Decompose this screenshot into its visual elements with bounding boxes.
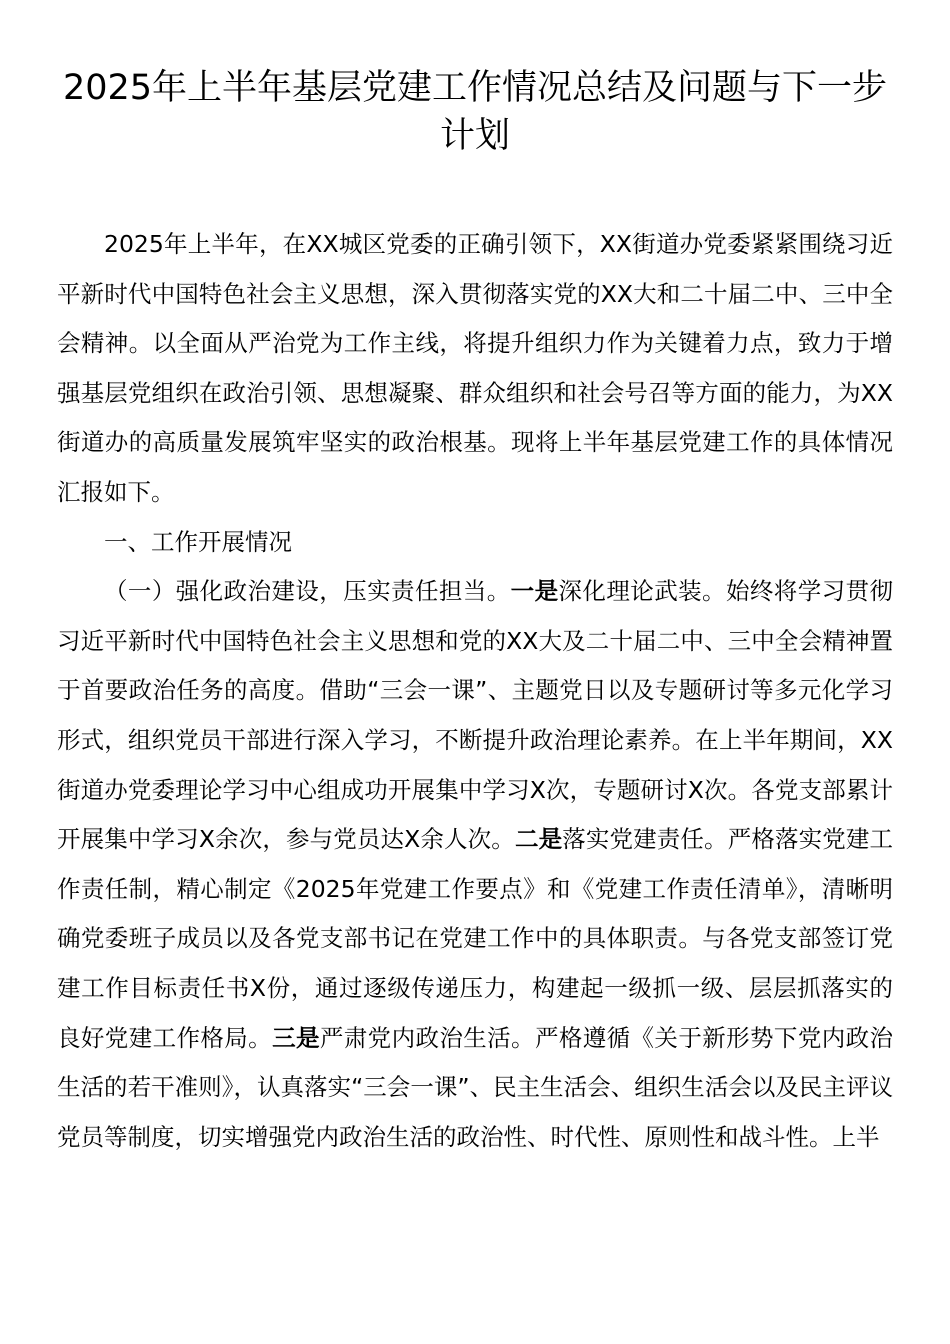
point-text-2: 落实党建责任。严格落实党建工作责任制，精心制定《2025年党建工作要点》和《党建工作责任清单》，清晰明确党委班子成员以及各党支部书记在党建工作中的具体职责。与各党支部签订党建工作目标责任书X份，通过逐级传递压力，构建起一级抓一级、层层抓落实的良好党建工作格局。 [57, 825, 894, 1052]
point-label-1: 一是 [510, 577, 559, 606]
subsection-paragraph-political-construction [57, 567, 893, 1162]
subsection-heading: （一）强化政治建设，压实责任担当。 [104, 577, 511, 606]
point-text-3: 严肃党内政治生活。严格遵循《关于新形势下党内政治生活的若干准则》，认真落实“三会一课”、民主生活会、组织生活会以及民主评议党员等制度，切实增强党内政治生活的政治性、时代性、原则性和战斗性。上半 [57, 1023, 894, 1151]
point-label-3: 三是 [272, 1023, 320, 1052]
section-heading-work-progress: 一、工作开展情况 [104, 527, 292, 556]
document-body [57, 220, 893, 1162]
intro-paragraph: 2025年上半年，在XX城区党委的正确引领下，XX街道办党委紧紧围绕习近平新时代中国特色社会主义思想，深入贯彻落实党的XX大和二十届二中、三中全会精神。以全面从严治党为工作主线，将提升组织力作为关键着力点，致力于增强基层党组织在政治引领、思想凝聚、群众组织和社会号召等方面的能力，为XX街道办的高质量发展筑牢坚实的政治根基。现将上半年基层党建工作的具体情况汇报如下。 [57, 230, 893, 506]
document-title: 2025年上半年基层党建工作情况总结及问题与下一步计划 [62, 68, 888, 156]
point-label-2: 二是 [514, 825, 563, 854]
point-text-1: 深化理论武装。始终将学习贯彻习近平新时代中国特色社会主义思想和党的XX大及二十届二中、三中全会精神置于首要政治任务的高度。借助“三会一课”、主题党日以及专题研讨等多元化学习形式，组织党员干部进行深入学习，不断提升政治理论素养。在上半年期间，XX街道办党委理论学习中心组成功开展集中学习X次，专题研讨X次。各党支部累计开展集中学习X余次，参与党员达X余人次。 [57, 577, 893, 854]
